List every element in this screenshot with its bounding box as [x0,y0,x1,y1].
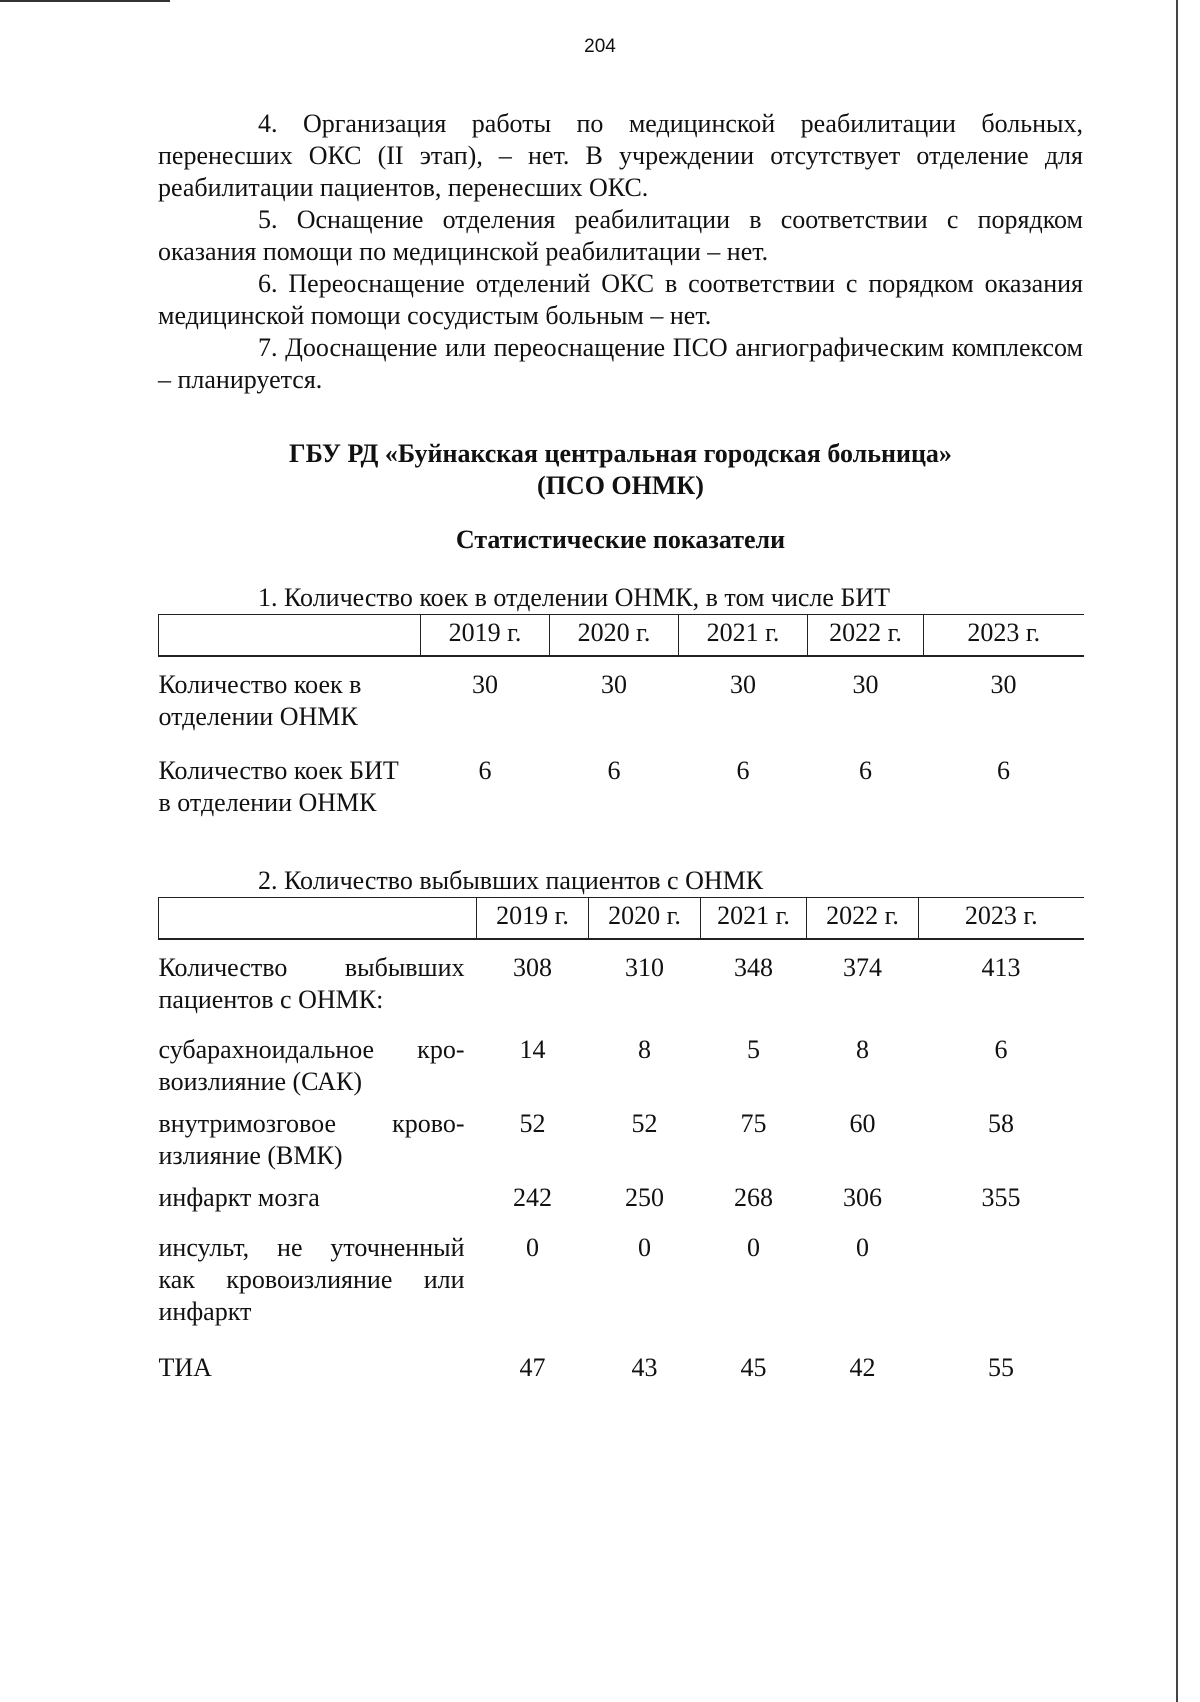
cell-value: 374 [843,953,882,982]
cell-value [919,1214,1084,1328]
cell-value: 75 [740,1109,767,1138]
cell-value: 42 [849,1353,876,1382]
cell-value: 30 [990,670,1017,699]
cell-value: 0 [638,1233,651,1262]
row-label: инсульт, не уточненный как кровоизлияние или инфаркт [158,1233,465,1326]
table2-year-2021: 2021 г. [701,898,807,940]
table2-header-blank [159,898,477,940]
row-label: ТИА [158,1353,212,1382]
table-row [159,1098,1084,1172]
cell-value: 30 [730,670,756,699]
table1-year-2023: 2023 г. [924,615,1084,657]
cell-value: 30 [852,670,879,699]
row-label: субарахноидальное кровоизлияние (САК) [158,1035,465,1096]
paragraph-5: 5. Оснащение отделения реабилитации в соответствии с порядком оказания помощи по медицинской реабилитации – нет. [158,205,1083,266]
table-row [159,939,1084,1016]
cell-value: 6 [607,756,621,785]
cell-value: 6 [859,756,872,785]
cell-value: 55 [988,1353,1014,1382]
paragraph-4: 4. Организация работы по медицинской реабилитации больных, перенесших ОКС (II этап), – нет. В учреждении отсутствует отделение для реабилитации пациентов, перенесших ОКС. [158,109,1083,202]
cell-value: 5 [747,1035,760,1064]
table1-year-2022: 2022 г. [808,615,924,657]
cell-value: 47 [519,1353,546,1382]
cell-value: 60 [849,1109,876,1138]
cell-value: 45 [740,1353,767,1382]
cell-value: 6 [994,1035,1008,1064]
paragraph-6: 6. Переоснащение отделений ОКС в соответствии с порядком оказания медицинской помощи сосудистым больным – нет. [158,269,1083,330]
cell-value: 0 [526,1233,539,1262]
table2-year-2020: 2020 г. [589,898,701,940]
document-body [158,108,1083,1384]
table1-year-2021: 2021 г. [679,615,808,657]
cell-value: 30 [472,670,498,699]
table2-year-2022: 2022 г. [807,898,919,940]
row-label: инфаркт мозга [158,1183,320,1212]
cell-value: 6 [478,756,492,785]
table2-caption: 2. Количество выбывших пациентов с ОНМК [258,866,764,895]
stats-title: Статистические показатели [455,525,786,554]
row-label: Количество выбывших пациентов с ОНМК: [158,953,465,1014]
org-title-line1: ГБУ РД «Буйнакская центральная городская больница» [289,439,952,468]
cell-value: 6 [997,756,1010,785]
cell-value: 43 [631,1353,658,1382]
org-title [158,438,1083,502]
cell-value: 52 [519,1109,546,1138]
table2-year-2023: 2023 г. [919,898,1084,940]
table-row [159,733,1084,819]
cell-value: 306 [843,1183,882,1212]
table-row [159,1214,1084,1328]
row-label: Количество коек в отделении ОНМК [158,670,362,731]
table2-header-row [159,898,1084,940]
table-discharged [158,897,1084,1384]
table-row [159,1016,1084,1098]
table-row [159,1328,1084,1384]
cell-value: 250 [625,1183,664,1212]
cell-value: 310 [625,953,664,982]
page-edge-right [1176,0,1178,1702]
table1-year-2020: 2020 г. [550,615,679,657]
page-number: 204 [584,36,616,57]
paragraph-7: 7. Дооснащение или переоснащение ПСО ангиографическим комплексом – планируется. [158,333,1083,394]
row-label: Количество коек БИТ в отделении ОНМК [158,756,399,817]
table-row [159,1172,1084,1214]
table2-year-2019: 2019 г. [477,898,589,940]
table1-caption: 1. Количество коек в отделении ОНМК, в том числе БИТ [258,583,891,612]
org-title-line2: (ПСО ОНМК) [537,471,704,500]
table1-header-blank [159,615,421,657]
table1-header-row [159,615,1084,657]
table-row [159,656,1084,733]
cell-value: 8 [638,1035,651,1064]
table1-year-2019: 2019 г. [421,615,550,657]
cell-value: 268 [734,1183,773,1212]
cell-value: 30 [601,670,627,699]
table-beds [158,614,1084,819]
cell-value: 308 [513,953,552,982]
cell-value: 355 [981,1183,1021,1212]
row-label: внутримозговое кровоизлияние (ВМК) [158,1109,465,1170]
cell-value: 52 [631,1109,658,1138]
cell-value: 242 [513,1183,552,1212]
cell-value: 0 [747,1233,760,1262]
cell-value: 0 [856,1233,869,1262]
cell-value: 348 [734,953,773,982]
cell-value: 413 [981,953,1021,982]
page-edge-top [0,0,170,2]
cell-value: 6 [736,756,750,785]
cell-value: 14 [519,1035,546,1064]
cell-value: 8 [856,1035,869,1064]
cell-value: 58 [988,1109,1014,1138]
